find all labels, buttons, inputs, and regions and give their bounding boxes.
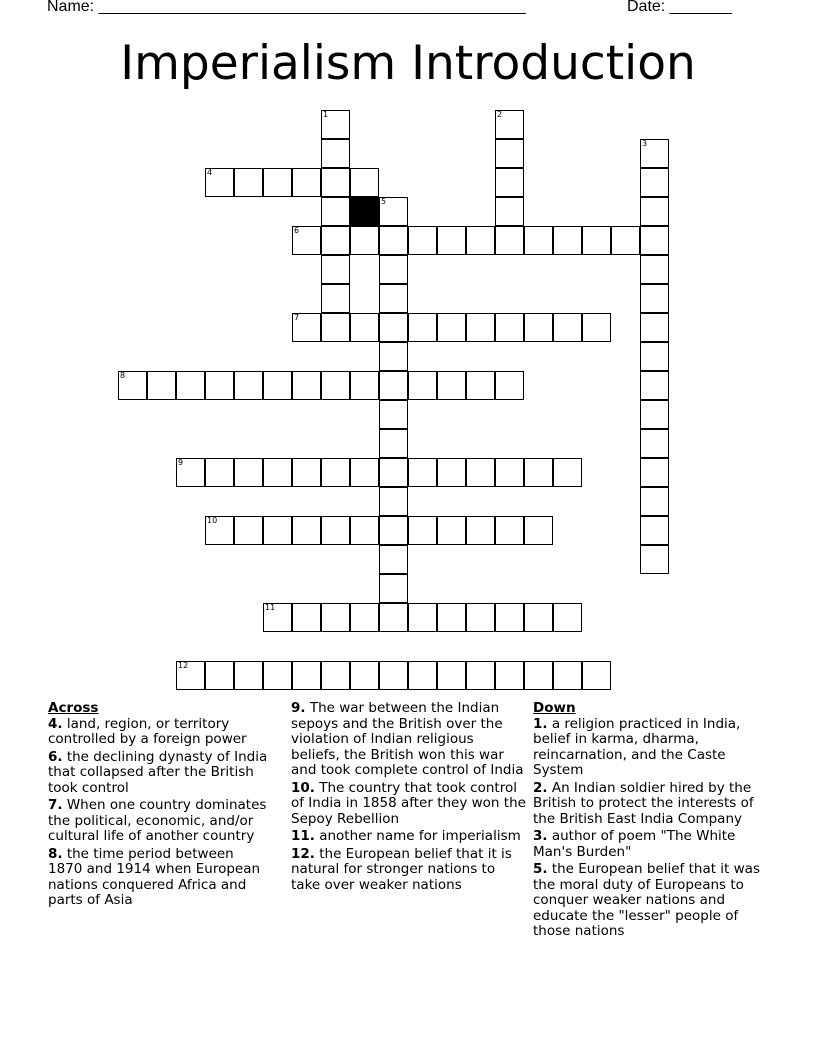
clue-across-4: [48, 717, 268, 748]
grid-cell[interactable]: [321, 139, 350, 168]
grid-cell[interactable]: [408, 661, 437, 690]
clue-number: 6.: [48, 748, 63, 765]
grid-cell[interactable]: [321, 371, 350, 400]
clue-number: 12.: [291, 845, 315, 862]
grid-cell[interactable]: [466, 516, 495, 545]
clue-number: 11.: [291, 828, 315, 844]
cell-number: 4: [207, 168, 213, 177]
grid-cell[interactable]: [495, 371, 524, 400]
clue-across-9: [291, 701, 526, 779]
grid-cell[interactable]: [379, 429, 408, 458]
grid-cell[interactable]: [640, 168, 669, 197]
cell-number: 10: [207, 516, 218, 525]
clue-number: 4.: [48, 715, 63, 732]
grid-cell[interactable]: [379, 603, 408, 632]
grid-cell[interactable]: [118, 371, 147, 400]
clues-column-1: [48, 701, 268, 911]
cell-number: 6: [294, 226, 300, 235]
clue-text: The country that took control of India in 1858 after they won the Sepoy Rebellion: [291, 779, 526, 827]
grid-cell[interactable]: [640, 139, 669, 168]
grid-cell[interactable]: [292, 603, 321, 632]
grid-cell[interactable]: [379, 371, 408, 400]
grid-cell[interactable]: [495, 458, 524, 487]
grid-cell[interactable]: [640, 197, 669, 226]
grid-cell[interactable]: [263, 168, 292, 197]
grid-cell[interactable]: [640, 284, 669, 313]
grid-cell[interactable]: [234, 516, 263, 545]
grid-cell[interactable]: [582, 661, 611, 690]
grid-cell[interactable]: [321, 255, 350, 284]
grid-cell[interactable]: [292, 371, 321, 400]
grid-cell[interactable]: [263, 603, 292, 632]
grid-cell[interactable]: [408, 371, 437, 400]
grid-cell[interactable]: [495, 168, 524, 197]
page-title: Imperialism Introduction: [120, 36, 696, 91]
clue-down-5: [533, 862, 773, 940]
cell-number: 9: [178, 458, 184, 467]
cell-number: 5: [381, 197, 387, 206]
grid-cell[interactable]: [408, 226, 437, 255]
grid-cell[interactable]: [205, 516, 234, 545]
clue-text: the European belief that it was the moral duty of Europeans to conquer weaker nations and educate the "lesser" people of those nations: [533, 861, 760, 939]
clue-text: An Indian soldier hired by the British to protect the interests of the British East India Company: [533, 779, 754, 827]
grid-cell[interactable]: [350, 226, 379, 255]
clues-column-2: [291, 701, 526, 895]
grid-cell[interactable]: [176, 661, 205, 690]
clue-across-10: [291, 781, 526, 828]
grid-cell[interactable]: [466, 313, 495, 342]
grid-cell[interactable]: [495, 110, 524, 139]
grid-cell[interactable]: [321, 226, 350, 255]
grid-cell[interactable]: [350, 661, 379, 690]
grid-cell[interactable]: [640, 429, 669, 458]
clue-number: 10.: [291, 779, 315, 796]
grid-cell[interactable]: [524, 313, 553, 342]
grid-cell[interactable]: [321, 516, 350, 545]
black-cell: [350, 197, 379, 226]
grid-cell[interactable]: [205, 661, 234, 690]
grid-cell[interactable]: [437, 458, 466, 487]
grid-cell[interactable]: [524, 603, 553, 632]
clue-number: 9.: [291, 700, 306, 716]
grid-cell[interactable]: [321, 197, 350, 226]
grid-cell[interactable]: [466, 603, 495, 632]
grid-cell[interactable]: [379, 226, 408, 255]
clue-across-12: [291, 847, 526, 894]
cell-number: 12: [178, 661, 189, 670]
grid-cell[interactable]: [379, 313, 408, 342]
grid-cell[interactable]: [379, 342, 408, 371]
grid-cell[interactable]: [234, 458, 263, 487]
grid-cell[interactable]: [292, 661, 321, 690]
grid-cell[interactable]: [524, 516, 553, 545]
clue-text: author of poem "The White Man's Burden": [533, 828, 736, 860]
grid-cell[interactable]: [321, 661, 350, 690]
clue-text: the declining dynasty of India that collapsed after the British took control: [48, 748, 268, 796]
grid-cell[interactable]: [379, 400, 408, 429]
clue-text: the European belief that it is natural for stronger nations to take over weaker nations: [291, 845, 512, 893]
grid-cell[interactable]: [408, 516, 437, 545]
grid-cell[interactable]: [379, 516, 408, 545]
name-field-label: Name: ________________________________________________: [47, 0, 526, 15]
grid-cell[interactable]: [321, 603, 350, 632]
clue-number: 3.: [533, 828, 548, 844]
grid-cell[interactable]: [437, 516, 466, 545]
clue-text: the time period between 1870 and 1914 when European nations conquered Africa and parts of Asia: [48, 845, 261, 908]
grid-cell[interactable]: [234, 168, 263, 197]
grid-cell[interactable]: [379, 458, 408, 487]
grid-cell[interactable]: [379, 197, 408, 226]
grid-cell[interactable]: [495, 226, 524, 255]
grid-cell[interactable]: [379, 255, 408, 284]
grid-cell[interactable]: [524, 226, 553, 255]
grid-cell[interactable]: [640, 313, 669, 342]
grid-cell[interactable]: [379, 574, 408, 603]
grid-cell[interactable]: [640, 226, 669, 255]
down-heading: Down: [533, 700, 576, 716]
grid-cell[interactable]: [350, 516, 379, 545]
grid-cell[interactable]: [321, 168, 350, 197]
grid-cell[interactable]: [176, 371, 205, 400]
clue-text: another name for imperialism: [319, 828, 521, 844]
clue-number: 2.: [533, 779, 548, 796]
grid-cell[interactable]: [263, 516, 292, 545]
grid-cell[interactable]: [379, 487, 408, 516]
grid-cell[interactable]: [263, 661, 292, 690]
grid-cell[interactable]: [350, 313, 379, 342]
grid-cell[interactable]: [263, 371, 292, 400]
grid-cell[interactable]: [292, 168, 321, 197]
cell-number: 7: [294, 313, 300, 322]
clue-across-6: [48, 750, 268, 797]
clue-number: 7.: [48, 797, 63, 813]
clue-down-2: [533, 781, 773, 828]
grid-cell[interactable]: [553, 226, 582, 255]
grid-cell[interactable]: [466, 226, 495, 255]
grid-cell[interactable]: [640, 255, 669, 284]
grid-cell[interactable]: [379, 661, 408, 690]
grid-cell[interactable]: [350, 458, 379, 487]
grid-cell[interactable]: [234, 661, 263, 690]
grid-cell[interactable]: [350, 603, 379, 632]
cell-number: 2: [497, 110, 503, 119]
clues-column-3: [533, 701, 773, 942]
grid-cell[interactable]: [350, 168, 379, 197]
grid-cell[interactable]: [234, 371, 263, 400]
grid-cell[interactable]: [553, 313, 582, 342]
grid-cell[interactable]: [495, 516, 524, 545]
grid-cell[interactable]: [408, 603, 437, 632]
grid-cell[interactable]: [640, 487, 669, 516]
grid-cell[interactable]: [379, 545, 408, 574]
grid-cell[interactable]: [640, 342, 669, 371]
clue-across-11: [291, 829, 526, 845]
grid-cell[interactable]: [437, 226, 466, 255]
grid-cell[interactable]: [321, 284, 350, 313]
grid-cell[interactable]: [437, 603, 466, 632]
grid-cell[interactable]: [640, 371, 669, 400]
grid-cell[interactable]: [553, 661, 582, 690]
cell-number: 8: [120, 371, 126, 380]
grid-cell[interactable]: [205, 371, 234, 400]
clue-text: When one country dominates the political, economic, and/or cultural life of another country: [48, 797, 267, 844]
grid-cell[interactable]: [205, 458, 234, 487]
clue-text: a religion practiced in India, belief in karma, dharma, reincarnation, and the Caste System: [533, 715, 741, 778]
cell-number: 3: [642, 139, 648, 148]
grid-cell[interactable]: [640, 516, 669, 545]
grid-cell[interactable]: [495, 603, 524, 632]
grid-cell[interactable]: [147, 371, 176, 400]
grid-cell[interactable]: [582, 313, 611, 342]
grid-cell[interactable]: [408, 458, 437, 487]
grid-cell[interactable]: [292, 516, 321, 545]
grid-cell[interactable]: [495, 139, 524, 168]
clue-number: 5.: [533, 861, 548, 877]
clue-down-1: [533, 717, 773, 779]
clue-down-3: [533, 829, 773, 860]
clue-number: 1.: [533, 715, 548, 732]
clue-number: 8.: [48, 845, 63, 862]
clue-across-8: [48, 847, 268, 909]
cell-number: 1: [323, 110, 329, 119]
clue-text: land, region, or territory controlled by a foreign power: [48, 715, 247, 747]
clue-across-7: [48, 798, 268, 845]
grid-cell[interactable]: [176, 458, 205, 487]
grid-cell[interactable]: [292, 226, 321, 255]
grid-cell[interactable]: [611, 226, 640, 255]
cell-number: 11: [265, 603, 276, 612]
grid-cell[interactable]: [437, 371, 466, 400]
grid-cell[interactable]: [350, 371, 379, 400]
grid-cell[interactable]: [321, 458, 350, 487]
grid-cell[interactable]: [466, 458, 495, 487]
grid-cell[interactable]: [640, 400, 669, 429]
grid-cell[interactable]: [408, 313, 437, 342]
grid-cell[interactable]: [495, 197, 524, 226]
grid-cell[interactable]: [292, 458, 321, 487]
grid-cell[interactable]: [466, 371, 495, 400]
grid-cell[interactable]: [553, 603, 582, 632]
across-heading: Across: [48, 700, 99, 716]
grid-cell[interactable]: [524, 458, 553, 487]
grid-cell[interactable]: [437, 661, 466, 690]
grid-cell[interactable]: [582, 226, 611, 255]
grid-cell[interactable]: [495, 313, 524, 342]
grid-cell[interactable]: [466, 661, 495, 690]
grid-cell[interactable]: [321, 110, 350, 139]
clue-text: The war between the Indian sepoys and the British over the violation of Indian religious beliefs, the British won this war and took complete control of India: [291, 700, 524, 778]
grid-cell[interactable]: [640, 458, 669, 487]
grid-cell[interactable]: [321, 313, 350, 342]
date-field-label: Date: _______: [627, 0, 732, 15]
grid-cell[interactable]: [524, 661, 553, 690]
grid-cell[interactable]: [437, 313, 466, 342]
grid-cell[interactable]: [292, 313, 321, 342]
grid-cell[interactable]: [640, 545, 669, 574]
grid-cell[interactable]: [205, 168, 234, 197]
grid-cell[interactable]: [495, 661, 524, 690]
grid-cell[interactable]: [379, 284, 408, 313]
grid-cell[interactable]: [263, 458, 292, 487]
grid-cell[interactable]: [553, 458, 582, 487]
